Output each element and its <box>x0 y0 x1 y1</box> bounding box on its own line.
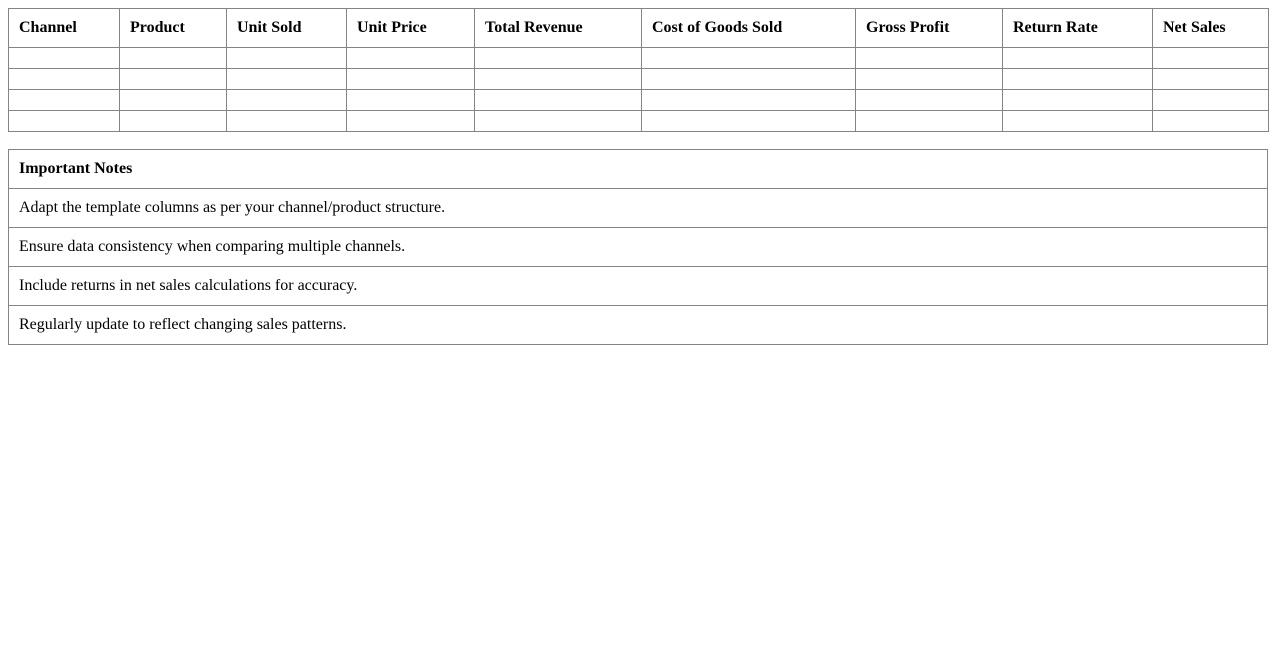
empty-cell <box>856 48 1003 69</box>
notes-header-row <box>9 150 1268 189</box>
sales-table-row <box>9 90 1269 111</box>
empty-cell <box>227 48 347 69</box>
empty-cell <box>227 90 347 111</box>
empty-cell <box>475 111 642 132</box>
sales-channel-table <box>8 8 1269 132</box>
sales-table-header-row <box>9 9 1269 48</box>
note-row <box>9 267 1268 306</box>
empty-cell <box>347 90 475 111</box>
empty-cell <box>642 90 856 111</box>
empty-cell <box>9 111 120 132</box>
notes-title: Important Notes <box>9 150 1268 189</box>
column-header-product: Product <box>120 9 227 48</box>
empty-cell <box>120 111 227 132</box>
note-row <box>9 189 1268 228</box>
sales-table-row <box>9 48 1269 69</box>
important-notes-table <box>8 149 1268 345</box>
empty-cell <box>120 69 227 90</box>
empty-cell <box>642 48 856 69</box>
note-text: Ensure data consistency when comparing multiple channels. <box>9 228 1268 267</box>
empty-cell <box>1003 90 1153 111</box>
empty-cell <box>347 48 475 69</box>
empty-cell <box>347 111 475 132</box>
empty-cell <box>9 69 120 90</box>
empty-cell <box>227 111 347 132</box>
column-header-total-revenue: Total Revenue <box>475 9 642 48</box>
empty-cell <box>642 111 856 132</box>
sales-table-row <box>9 69 1269 90</box>
sales-table-body <box>9 48 1269 132</box>
empty-cell <box>1153 90 1269 111</box>
column-header-unit-sold: Unit Sold <box>227 9 347 48</box>
empty-cell <box>856 90 1003 111</box>
notes-table-body <box>9 189 1268 345</box>
empty-cell <box>9 48 120 69</box>
note-row <box>9 228 1268 267</box>
empty-cell <box>475 48 642 69</box>
empty-cell <box>347 69 475 90</box>
empty-cell <box>227 69 347 90</box>
empty-cell <box>1153 69 1269 90</box>
sales-table-row <box>9 111 1269 132</box>
note-text: Include returns in net sales calculations for accuracy. <box>9 267 1268 306</box>
column-header-return-rate: Return Rate <box>1003 9 1153 48</box>
empty-cell <box>1003 48 1153 69</box>
column-header-channel: Channel <box>9 9 120 48</box>
note-text: Adapt the template columns as per your channel/product structure. <box>9 189 1268 228</box>
empty-cell <box>1003 69 1153 90</box>
empty-cell <box>856 69 1003 90</box>
empty-cell <box>475 90 642 111</box>
note-row <box>9 306 1268 345</box>
empty-cell <box>9 90 120 111</box>
column-header-net-sales: Net Sales <box>1153 9 1269 48</box>
empty-cell <box>856 111 1003 132</box>
empty-cell <box>1003 111 1153 132</box>
column-header-cost-of-goods-sold: Cost of Goods Sold <box>642 9 856 48</box>
empty-cell <box>120 48 227 69</box>
empty-cell <box>475 69 642 90</box>
note-text: Regularly update to reflect changing sales patterns. <box>9 306 1268 345</box>
empty-cell <box>642 69 856 90</box>
column-header-gross-profit: Gross Profit <box>856 9 1003 48</box>
column-header-unit-price: Unit Price <box>347 9 475 48</box>
empty-cell <box>1153 111 1269 132</box>
empty-cell <box>1153 48 1269 69</box>
empty-cell <box>120 90 227 111</box>
